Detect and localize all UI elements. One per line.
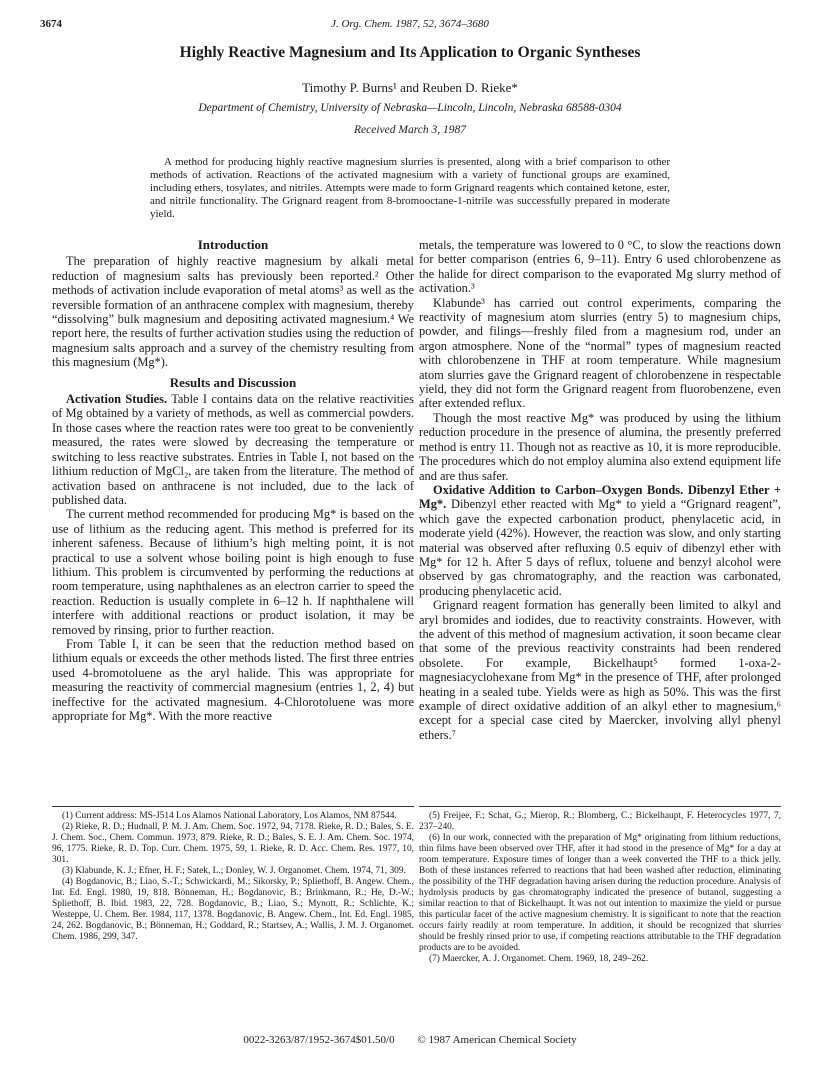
right-paragraph-5: Grignard reagent formation has generally been limited to alkyl and aryl bromides and iodides, due to reactivity constraints. However, with the advent of this method of magnesium activation, it soon became clear that some of the previous reactivity constraints had been rendered obsolete. For example, Bickelhaupt⁵ formed 1-oxa-2-magnesiacyclohexane from Mg* in the presence of THF, after prolonged heating in a sealed tube. Yields were as high as 50%. This was the first example of direct oxidative addition of an alkyl ether to magnesium,⁶ except for a special case cited by Maercker, involving allyl phenyl ethers.⁷ xyxy=(419,598,781,742)
runin-heading-oxidative: Oxidative Addition to Carbon–Oxygen Bonds. Dibenzyl Ether + Mg*. xyxy=(419,482,781,512)
journal-citation: J. Org. Chem. 1987, 52, 3674–3680 xyxy=(331,18,489,30)
page-number: 3674 xyxy=(40,18,62,30)
section-heading-results: Results and Discussion xyxy=(169,374,297,390)
activation-paragraph-1 xyxy=(52,392,414,507)
article-title: Highly Reactive Magnesium and Its Application to Organic Syntheses xyxy=(179,44,641,61)
footnotes-left xyxy=(52,806,414,943)
intro-paragraph: The preparation of highly reactive magnesium by alkali metal reduction of magnesium salts has previously been reported.² Other methods of activation include evaporation of metal atoms³ as well as the reversible formation of an anthracene complex with magnesium, thereby “dissolving” bulk magnesium and depositing activated magnesium.⁴ We report here, the results of further activation studies using the reduction of magnesium salts approach and a survey of the chemistry resulting from this magnesium (Mg*). xyxy=(52,254,414,370)
activation-paragraph-3: From Table I, it can be seen that the reduction method based on lithium equals or exceeds the other methods listed. The first three entries used 4-bromotoluene as the aryl halide. This was appropriate for measuring the reactivity of commercial magnesium (entries 1, 2, 4) but ineffective for the activated magnesium. 4-Chlorotoluene was more appropriate for Mg*. With the more reactive xyxy=(52,636,414,723)
footnote: (1) Current address: MS-J514 Los Alamos National Laboratory, Los Alamos, NM 87544. xyxy=(62,811,397,821)
right-paragraph-3: Though the most reactive Mg* was produced by using the lithium reduction procedure in the presence of alumina, the presently preferred method is entry 11. Though not as reactive as 10, it is more reproducible. The procedures which do not employ alumina also extend equipment life and are thus safer. xyxy=(419,410,781,483)
oxidative-paragraph xyxy=(419,483,781,598)
article-code: 0022-3263/87/1952-3674$01.50/0 xyxy=(243,1034,395,1046)
footnote: (6) In our work, connected with the preparation of Mg* originating from lithium reductions, thin films have been observed over THF, after it had stood in the presence of Mg* for a day at room temperature. Exposure times of longer than a week converted the THF to a thick jelly. Both of these instances referred to reactions that had been washed after reduction, eliminating the possibility of the THF degradation having arisen during the reduction procedure. Analysis of hydrolysis products by gas chromatography indicated the presence of butanol, suggesting a similar reaction to that of Bickelhaupt. It was not out intention to maximize the yield or pursue this particular facet of the active magnesium chemistry. It is significant to note that the reaction occurs fairly readily at room temperature. In addition, it should be recognized that slurries should be freshly rinsed prior to use, if competing reactions attributable to the THF degradation products are to be avoided. xyxy=(419,833,781,953)
received-date: Received March 3, 1987 xyxy=(354,124,466,136)
footnotes-right xyxy=(419,806,781,965)
oxidative-text: Dibenzyl ether reacted with Mg* to yield a “Grignard reagent”, which gave the expected carbonation product, phenylacetic acid, in moderate yield (42%). However, the reaction was slow, and only starting material was observed after refluxing 0.5 equiv of dibenzyl ether with Mg* for 12 h. After 5 days of reflux, toluene and benzyl alcohol were observed by gas chromatography, and the reaction was carbonated, producing phenylacetic acid. xyxy=(419,497,781,598)
footnote: (7) Maercker, A. J. Organomet. Chem. 1969, 18, 249–262. xyxy=(429,954,649,964)
right-paragraph-1: metals, the temperature was lowered to 0 °C, to slow the reactions down for better comparison (entries 6, 9–11). Entry 6 used chlorobenzene as the halide for direct comparison to the evaporated Mg slurry method of activation.³ xyxy=(419,238,781,296)
page-footer xyxy=(40,1034,780,1046)
footnote: (5) Freijee, F.; Schat, G.; Mierop, R.; Blomberg, C.; Bickelhaupt, F. Heterocycles 1977, 7, 237–240. xyxy=(419,811,781,832)
section-heading-introduction: Introduction xyxy=(197,237,269,252)
runin-heading-activation: Activation Studies. xyxy=(66,392,168,407)
activation-text-1: Table I contains data on the relative reactivities of Mg obtained by a variety of methods, as well as commercial powders. In those cases where the reaction rates were too great to be conveniently measured, the rates were slowed by decreasing the temperature or switching to less reactive substrates. Entries in Table I, not based on the lithium reduction of MgCl₂, are taken from the literature. The method of activation based on anthracene is not included, due to the lack of published data. xyxy=(52,392,415,507)
copyright: © 1987 American Chemical Society xyxy=(417,1034,577,1046)
activation-paragraph-2: The current method recommended for producing Mg* is based on the use of lithium as the reducing agent. This method is preferred for its inherent safeness. Because of lithium’s high melting point, it is not practical to use a solvent whose boiling point is high enough to fuse lithium. This problem is circumvented by performing the reductions at room temperature, using naphthalenes as an electron carrier to speed the reaction. Reduction is usually complete in 6–12 h. If naphthalene will interfere with additional reactions or product isolation, it may be removed by rinsing, prior to further reaction. xyxy=(52,507,414,637)
abstract-text: A method for producing highly reactive magnesium slurries is presented, along with a brief comparison to other methods of activation. Reactions of the activated magnesium with a variety of functional groups are examined, including ethers, tosylates, and nitriles. Attempts were made to form Grignard reagents which contained ketone, ester, and nitrile functionality. The Grignard reagent from 8-bromooctane-1-nitrile was successfully prepared in moderate yield. xyxy=(150,156,670,220)
right-column xyxy=(419,238,781,808)
footnote: (3) Klabunde, K. J.; Efner, H. F.; Satek, L.; Donley, W. J. Organomet. Chem. 1974, 71, 309. xyxy=(62,866,406,876)
left-column xyxy=(52,238,414,808)
author-list: Timothy P. Burns¹ and Reuben D. Rieke* xyxy=(302,80,518,95)
abstract xyxy=(150,156,670,221)
right-paragraph-2: Klabunde³ has carried out control experiments, comparing the reactivity of magnesium atom slurries (entry 5) to magnesium chips, powder, and filings—freshly filed from a magnesium rod, under an argon atmosphere. None of the “normal” types of magnesium reacted with chlorobenzene in THF at room temperature. While magnesium atom slurries gave the Grignard reagent of chlorobenzene in respectable yield, they did not form the Grignard reagent from fluorobenzene, even after extended reflux. xyxy=(419,295,781,411)
running-header xyxy=(40,18,780,34)
footnote: (4) Bogdanovic, B.; Liao, S.-T.; Schwickardi, M.; Sikorsky, P.; Spliethoff, B. Angew. Chem., Int. Ed. Engl. 1980, 19, 818. Bönneman, H.; Bogdanovic, B.; Brinkmann, R.; He, D.-W.; Spliethoff, B. Ibid. 1983, 22, 728. Bogdanovic, B.; Liao, S.; Mynott, R.; Schlichte, K.; Westeppe, U. Chem. Ber. 1984, 117, 1378. Bogdanovic, B. Angew. Chem., Int. Ed. Engl. 1985, 24, 262. Bogdanovic, B.; Bönneman, H.; Goddard, R.; Startsev, A.; Wallis, J. M. J. Organomet. Chem. 1986, 299, 347. xyxy=(52,877,414,942)
affiliation: Department of Chemistry, University of Nebraska—Lincoln, Lincoln, Nebraska 68588-0304 xyxy=(198,102,622,114)
footnote: (2) Rieke, R. D.; Hudnall, P. M. J. Am. Chem. Soc. 1972, 94, 7178. Rieke, R. D.; Bales, S. E. J. Chem. Soc., Chem. Commun. 1973, 879. Rieke, R. D.; Bales, S. E. J. Am. Chem. Soc. 1974, 96, 1775. Rieke, R. D. Top. Curr. Chem. 1975, 59, 1. Rieke, R. D. Acc. Chem. Res. 1977, 10, 301. xyxy=(52,822,414,865)
